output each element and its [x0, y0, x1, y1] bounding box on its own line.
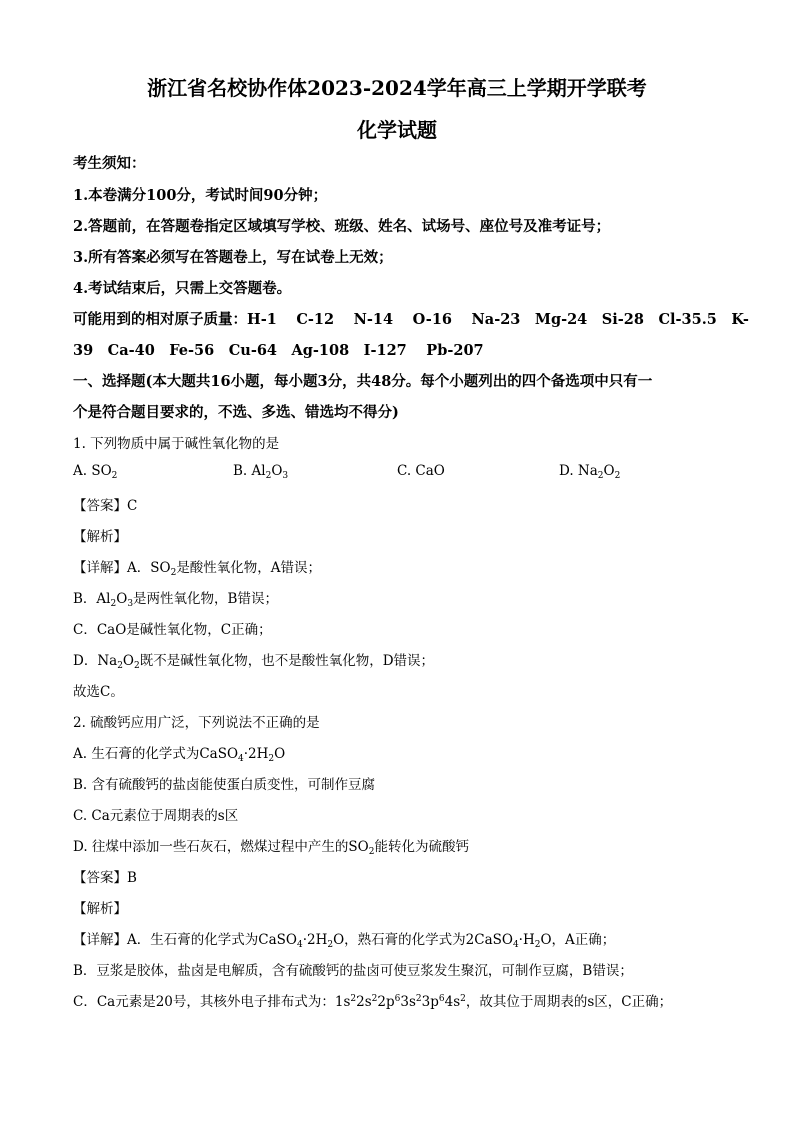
question-1-option-c: C. CaO: [397, 463, 445, 479]
answer-tag: 【答案】: [73, 870, 127, 886]
answer-value: B: [127, 870, 137, 886]
notice-item-4: 4.考试结束后，只需上交答题卷。: [73, 280, 292, 297]
question-2-option-c: C. Ca元素位于周期表的s区: [73, 808, 239, 824]
question-1-analysis-tag: 【解析】: [73, 529, 127, 545]
answer-value: C: [127, 498, 138, 514]
question-2-detail-c: C．Ca元素是20号，其核外电子排布式为：$1s^22s^22p^63s^23p^64s^2$，故其位于周期表的s区，C正确；: [73, 994, 673, 1010]
notice-item-1: 1.本卷满分100分，考试时间90分钟；: [73, 187, 328, 204]
question-1-option-b: B. $Al_2O_3$: [233, 463, 289, 481]
notice-heading: 考生须知：: [73, 155, 146, 172]
question-1-detail-a: 【详解】A．$SO_2$是酸性氧化物，A错误；: [73, 560, 322, 578]
question-2-option-a: A. 生石膏的化学式为$CaSO_4\cdot 2H_2O$: [73, 746, 286, 764]
question-2-detail-a: 【详解】A．生石膏的化学式为$CaSO_4\cdot 2H_2O$，熟石膏的化学式为$2CaSO_4\cdot H_2O$，A正确；: [73, 932, 616, 950]
question-2-stem: 2. 硫酸钙应用广泛，下列说法不正确的是: [73, 715, 320, 731]
question-1-detail-d: D．$Na_2O_2$既不是碱性氧化物，也不是酸性氧化物，D错误；: [73, 653, 435, 671]
notice-item-2: 2.答题前，在答题卷指定区域填写学校、班级、姓名、试场号、座位号及准考证号；: [73, 218, 611, 235]
question-2-option-d: D. 往煤中添加一些石灰石，燃煤过程中产生的$SO_2$能转化为硫酸钙: [73, 839, 469, 857]
atomic-masses-line-2: 39 Ca-40 Fe-56 Cu-64 Ag-108 I-127 Pb-207: [73, 342, 484, 359]
question-1-option-d: D. $Na_2O_2$: [559, 463, 621, 481]
page-subtitle: 化学试题: [357, 118, 437, 142]
question-1-option-a: A. $SO_2$: [73, 463, 118, 481]
section-1-heading-cont: 个是符合题目要求的，不选、多选、错选均不得分): [73, 404, 399, 421]
page-title: 浙江省名校协作体2023-2024学年高三上学期开学联考: [147, 76, 647, 100]
notice-item-3: 3.所有答案必须写在答题卷上，写在试卷上无效；: [73, 249, 393, 266]
question-2-answer: [73, 866, 137, 886]
question-2-analysis-tag: 【解析】: [73, 901, 127, 917]
question-1-detail-c: C．CaO是碱性氧化物，C正确；: [73, 622, 272, 638]
question-1-conclusion: 故选C。: [73, 684, 124, 700]
atomic-masses-line-1: 可能用到的相对原子质量：H-1 C-12 N-14 O-16 Na-23 Mg-24 Si-28 Cl-35.5 K-: [73, 311, 749, 328]
question-1-detail-b: B．$Al_2O_3$是两性氧化物，B错误；: [73, 591, 278, 609]
question-1-answer: [73, 494, 137, 514]
answer-tag: 【答案】: [73, 498, 127, 514]
question-2-detail-b: B．豆浆是胶体，盐卤是电解质，含有硫酸钙的盐卤可使豆浆发生聚沉，可制作豆腐，B错误；: [73, 963, 633, 979]
section-1-heading: 一、选择题(本大题共16小题，每小题3分，共48分。每个小题列出的四个备选项中只有一: [73, 373, 653, 390]
question-1-stem: 1. 下列物质中属于碱性氧化物的是: [73, 436, 280, 452]
question-2-option-b: B. 含有硫酸钙的盐卤能使蛋白质变性，可制作豆腐: [73, 777, 376, 793]
